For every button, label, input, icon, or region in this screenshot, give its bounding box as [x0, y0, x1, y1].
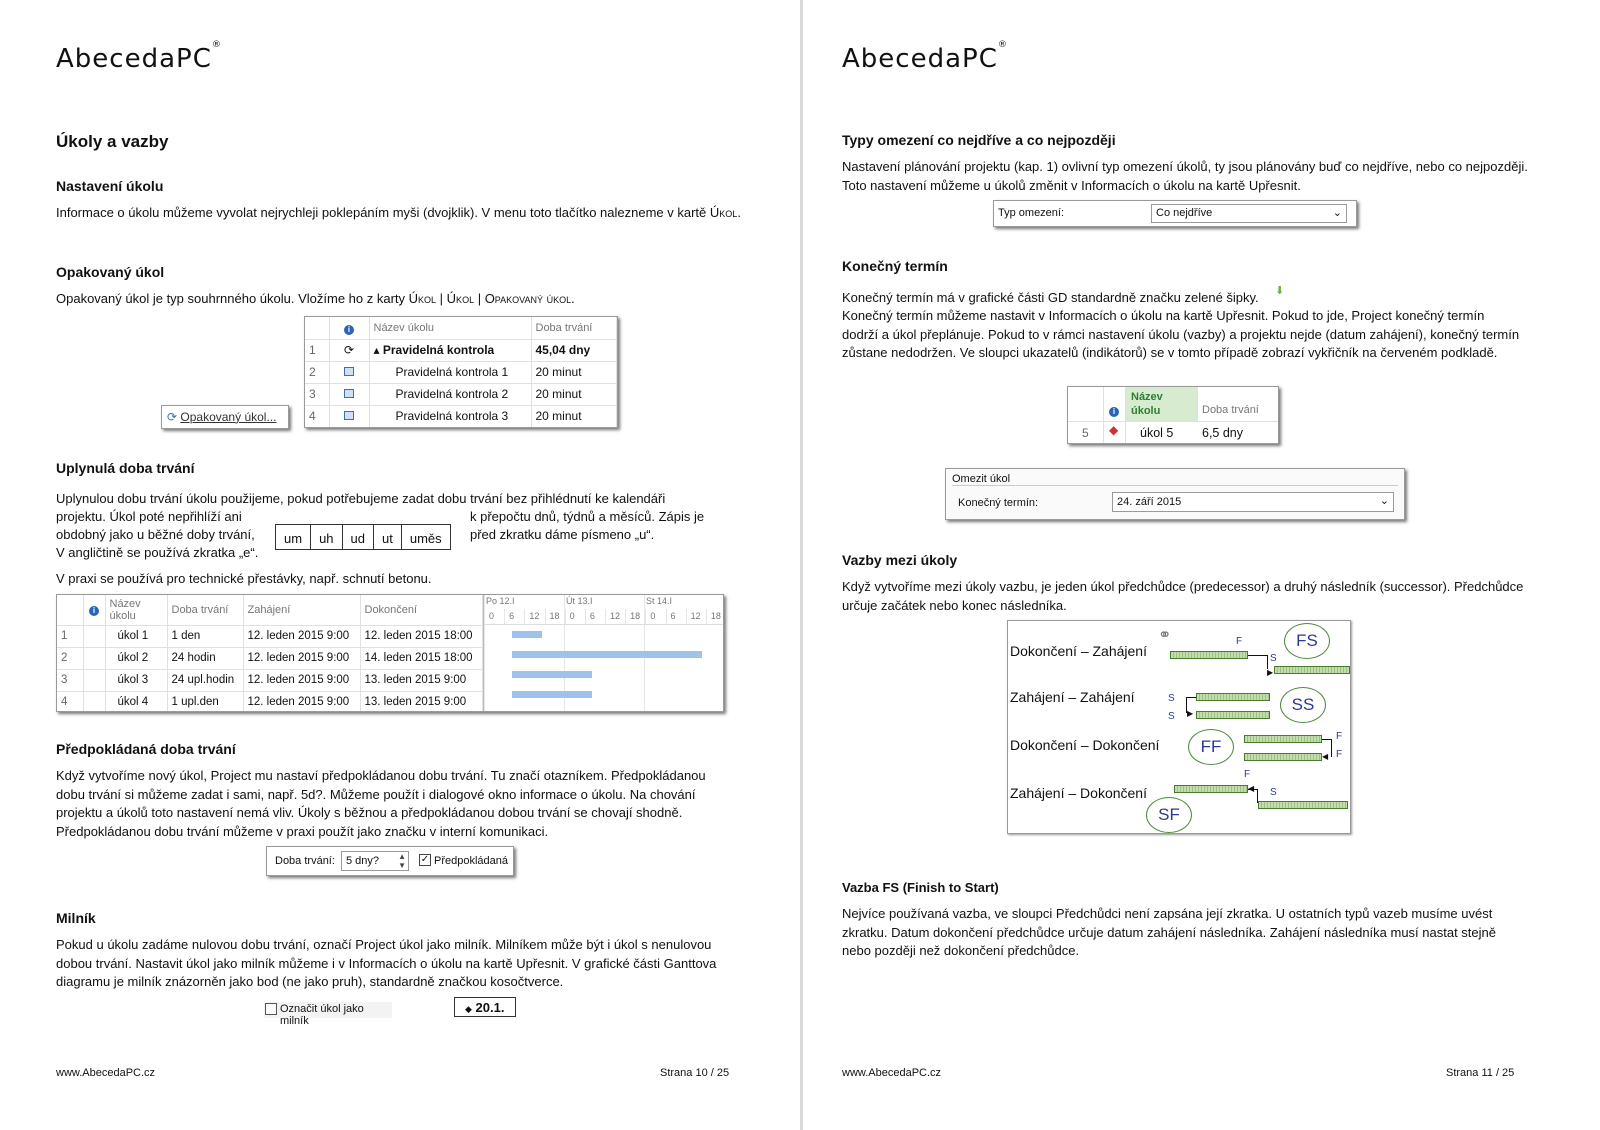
- paragraph-recurring-task: Opakovaný úkol je typ souhrnného úkolu. Vložíme ho z karty Úkol | Úkol | Opakovaný úkol.: [56, 291, 575, 306]
- warning-icon: ◆: [1109, 423, 1119, 437]
- hour-gridline: [645, 609, 646, 625]
- week-label: Út 13.I: [566, 596, 593, 606]
- stepper-icon[interactable]: ▲ ▼: [398, 852, 406, 870]
- col-task-name: Název úkolu: [369, 317, 531, 339]
- footer-page-number: Strana 10 / 25: [660, 1067, 730, 1079]
- gantt-hour-scale: [484, 609, 724, 625]
- table-row[interactable]: 1 úkol 1 1 den 12. leden 2015 9:00 12. leden 2015 18:00: [57, 625, 483, 647]
- deadline-date-picker[interactable]: 24. září 2015 ⌄: [1112, 492, 1394, 512]
- page-right: [803, 0, 1600, 1130]
- sf-successor-bar: [1174, 785, 1248, 793]
- estimated-checkbox[interactable]: ✓: [420, 854, 430, 865]
- paragraph-deadline-2: Konečný termín můžeme nastavit v Informacích o úkolu na kartě Upřesnit. Pokud to jde, Project konečný termín dodrží a úkol přeplánuje. Pokud to v rámci nastavení úkolu (vazby) a projektu nejde (datum zahájení), konečný termín zůstane nedodržen. Ve sloupci ukazatelů (indikátorů) se v tomto případě zobrazí vykřičník na červeném podkladě.: [842, 308, 1520, 360]
- sf-label: Zahájení – Dokončení: [1010, 785, 1147, 801]
- dependency-diagram: [1007, 620, 1351, 834]
- ss-successor-bar: [1196, 711, 1270, 719]
- unit-minutes: um: [276, 525, 311, 549]
- hour-tick-label: 18: [630, 611, 641, 621]
- paragraph-elapsed-3b: před zkratku dáme písmeno „u“.: [470, 527, 655, 542]
- constraint-type-select[interactable]: Co nejdříve ⌄: [1151, 204, 1347, 223]
- footer-url[interactable]: www.AbecedaPC.cz: [842, 1067, 942, 1079]
- chevron-down-icon: ⌄: [1379, 495, 1389, 507]
- heading-recurring-task: Opakovaný úkol: [56, 264, 165, 280]
- calendar-icon: [344, 389, 354, 398]
- hour-gridline: [565, 609, 566, 625]
- logo: AbecedaPC®: [842, 40, 1008, 74]
- info-icon: i: [344, 325, 354, 335]
- fs-predecessor-bar: [1170, 651, 1248, 659]
- week-label: St 14.I: [646, 596, 673, 606]
- ff-badge: FF: [1188, 729, 1234, 765]
- col-duration: Doba trvání: [167, 595, 243, 625]
- table-row[interactable]: 3 úkol 3 24 upl.hodin 12. leden 2015 9:00 13. leden 2015 9:00: [57, 669, 483, 691]
- heading-constraint-types: Typy omezení co nejdříve a co nejpozději: [842, 132, 1116, 148]
- recurring-task-table: [304, 316, 618, 428]
- paragraph-elapsed-5: V praxi se používá pro technické přestávky, např. schnutí betonu.: [56, 571, 432, 586]
- col-start: Zahájení: [243, 595, 360, 625]
- recurring-icon: ⟳: [167, 410, 178, 424]
- info-icon: i: [89, 606, 99, 616]
- chevron-down-icon: ⌄: [1332, 207, 1342, 219]
- deadline-label: Konečný termín:: [958, 497, 1039, 509]
- chain-link-icon: ⚭: [1158, 627, 1172, 644]
- recurring-task-button[interactable]: ⟳ Opakovaný úkol...: [167, 410, 277, 424]
- row-number: 5: [1082, 426, 1089, 440]
- paragraph-task-settings: Informace o úkolu můžeme vyvolat nejrychleji poklepáním myši (dvojklik). V menu toto tlačítko nalezneme v kartě Úkol.: [56, 205, 741, 220]
- paragraph-deadline-1: Konečný termín má v grafické části GD standardně značku zelené šipky.: [842, 290, 1259, 305]
- col-task-name: Název úkolu: [1131, 391, 1163, 417]
- deadline-table-screenshot: [1067, 386, 1279, 444]
- hour-gridline: [706, 609, 707, 625]
- constrain-task-group-label: Omezit úkol: [952, 473, 1011, 485]
- hour-gridline: [666, 609, 667, 625]
- hour-tick-label: 18: [710, 611, 721, 621]
- heading-deadline: Konečný termín: [842, 258, 948, 274]
- heading-task-links: Vazby mezi úkoly: [842, 552, 958, 568]
- milestone-checkbox-label: Označit úkol jako milník: [280, 1003, 364, 1027]
- hour-gridline: [686, 609, 687, 625]
- ss-badge: SS: [1280, 687, 1326, 723]
- gantt-screenshot: [56, 594, 724, 712]
- info-icon: i: [1109, 403, 1119, 417]
- paragraph-constraint-types: Nastavení plánování projektu (kap. 1) ovlivní typ omezení úkolů, ty jsou plánovány buď co nejdříve, nebo co nejpozději. Toto nastavení můžeme u úkolů změnit v Informacích o úkolu na kartě Upřesnit.: [842, 159, 1528, 193]
- paragraph-elapsed-2a: projektu. Úkol poté nepřihlíží ani: [56, 509, 242, 524]
- table-row[interactable]: 2 Pravidelná kontrola 1 20 minut: [305, 361, 617, 383]
- table-row[interactable]: 3 Pravidelná kontrola 2 20 minut: [305, 383, 617, 405]
- sf-predecessor-bar: [1258, 801, 1348, 809]
- estimated-checkbox-label: Předpokládaná: [434, 855, 509, 867]
- gantt-bar-3[interactable]: [512, 671, 592, 678]
- arrow-left-icon: ◀: [1248, 784, 1255, 793]
- gantt-bar-4[interactable]: [512, 691, 592, 698]
- hour-gridline: [605, 609, 606, 625]
- hour-tick-label: 0: [489, 611, 495, 621]
- page-title: Úkoly a vazby: [56, 132, 169, 151]
- start-marker: S: [1270, 787, 1277, 798]
- hour-tick-label: 0: [569, 611, 575, 621]
- hour-tick-label: 12: [690, 611, 701, 621]
- finish-marker: F: [1336, 731, 1343, 742]
- hour-gridline: [585, 609, 586, 625]
- calendar-icon: [344, 367, 354, 376]
- ff-predecessor-bar: [1244, 735, 1322, 743]
- constraint-type-screenshot: [993, 200, 1357, 227]
- table-row[interactable]: 4 Pravidelná kontrola 3 20 minut: [305, 405, 617, 427]
- deadline-field-screenshot: [945, 468, 1405, 520]
- paragraph-fs-link: Nejvíce používaná vazba, ve sloupci Předchůdci není zapsána její zkratka. U ostatních typů vazeb musíme uvést zkratku. Datum dokončení předchůdce určuje datum zahájení následníka. Zahájení následníka musí nastat stejně nebo později než dokončení předchůdce.: [842, 906, 1496, 958]
- ss-predecessor-bar: [1196, 693, 1270, 701]
- week-label: Po 12.I: [486, 596, 515, 606]
- elapsed-units-box: [275, 524, 451, 550]
- finish-marker: F: [1336, 749, 1343, 760]
- col-task-name: Název úkolu: [105, 595, 167, 625]
- heading-elapsed-duration: Uplynulá doba trvání: [56, 460, 195, 476]
- paragraph-elapsed-1: Uplynulou dobu trvání úkolu použijeme, pokud potřebujeme zadat dobu trvání bez přihlédnutí ke kalendáři: [56, 491, 666, 506]
- heading-task-settings: Nastavení úkolu: [56, 178, 164, 194]
- paragraph-elapsed-4a: V angličtině se používá zkratka „e“.: [56, 545, 259, 560]
- finish-marker: F: [1244, 769, 1251, 780]
- col-finish: Dokončení: [360, 595, 483, 625]
- start-marker: S: [1270, 653, 1277, 664]
- hour-tick-label: 18: [549, 611, 560, 621]
- ff-successor-bar: [1244, 753, 1322, 761]
- hour-gridline: [545, 609, 546, 625]
- table-row[interactable]: 2 úkol 2 24 hodin 12. leden 2015 9:00 14. leden 2015 18:00: [57, 647, 483, 669]
- table-row[interactable]: 1 ⟳ ▴ Pravidelná kontrola 45,04 dny: [305, 339, 617, 361]
- ss-label: Zahájení – Zahájení: [1010, 689, 1135, 705]
- ff-label: Dokončení – Dokončení: [1010, 737, 1160, 753]
- gantt-bar-2[interactable]: [512, 651, 702, 658]
- hour-tick-label: 6: [589, 611, 595, 621]
- start-marker: S: [1168, 693, 1175, 704]
- unit-weeks: ut: [374, 525, 402, 549]
- milestone-marker-box: ◆ 20.1.: [454, 997, 516, 1017]
- fs-successor-bar: [1274, 666, 1350, 674]
- recurring-task-button-screenshot: [161, 405, 289, 429]
- constraint-type-label: Typ omezení:: [998, 207, 1065, 219]
- start-marker: S: [1168, 711, 1175, 722]
- hour-tick-label: 6: [509, 611, 515, 621]
- gantt-bar-1[interactable]: [512, 631, 542, 638]
- col-duration: Doba trvání: [531, 317, 617, 339]
- footer-page-number: Strana 11 / 25: [1446, 1067, 1515, 1079]
- milestone-checkbox-row: [264, 1002, 392, 1027]
- diamond-icon: ◆: [465, 1004, 472, 1014]
- paragraph-task-links: Když vytvoříme mezi úkoly vazbu, je jeden úkol předchůdce (predecessor) a druhý následník (successor). Předchůdce určuje začátek nebo konec následníka.: [842, 579, 1524, 613]
- footer-url[interactable]: www.AbecedaPC.cz: [56, 1067, 156, 1079]
- green-arrow-icon: ⬇: [1275, 285, 1285, 297]
- duration-input[interactable]: 5 dny? ▲ ▼: [341, 851, 409, 871]
- hour-gridline: [504, 609, 505, 625]
- duration-field-label: Doba trvání:: [275, 855, 335, 867]
- hour-tick-label: 12: [610, 611, 621, 621]
- heading-milestone: Milník: [56, 910, 96, 926]
- arrow-left-icon: ◀: [1322, 752, 1329, 761]
- sf-badge: SF: [1146, 797, 1192, 833]
- unit-months: uměs: [409, 531, 442, 546]
- gantt-chart-area: [483, 595, 724, 712]
- recurring-icon: ⟳: [343, 343, 355, 357]
- finish-marker: F: [1236, 636, 1243, 647]
- heading-estimated-duration: Předpokládaná doba trvání: [56, 741, 236, 757]
- hour-gridline: [484, 609, 485, 625]
- unit-days: ud: [343, 525, 374, 549]
- hour-tick-label: 12: [529, 611, 540, 621]
- logo: AbecedaPC®: [56, 40, 222, 74]
- unit-hours: uh: [311, 525, 342, 549]
- paragraph-milestone: Pokud u úkolu zadáme nulovou dobu trvání, označí Project úkol jako milník. Milníkem může být i úkol s nenulovou dobou trvání. Nastavit úkol jako milník můžeme i v Informacích o úkolu na kartě Upřesnit. V grafické části Ganttova diagramu je milník znázorněn jako bod (ne jako pruh), standardně značkou kosočtverce.: [56, 937, 717, 989]
- hour-tick-label: 0: [650, 611, 656, 621]
- row-duration: 6,5 dny: [1202, 426, 1244, 440]
- hour-gridline: [524, 609, 525, 625]
- arrow-right-icon: ▶: [1187, 709, 1194, 718]
- row-task-name[interactable]: úkol 5: [1140, 426, 1174, 440]
- table-row[interactable]: 4 úkol 4 1 upl.den 12. leden 2015 9:00 13. leden 2015 9:00: [57, 691, 483, 712]
- paragraph-elapsed-2b: k přepočtu dnů, týdnů a měsíců. Zápis je: [470, 509, 705, 524]
- fs-badge: FS: [1284, 623, 1330, 659]
- arrow-right-icon: ▶: [1267, 668, 1274, 677]
- calendar-icon: [344, 411, 354, 420]
- hour-tick-label: 6: [670, 611, 676, 621]
- paragraph-elapsed-3a: obdobný jako u běžné doby trvání,: [56, 527, 255, 542]
- heading-fs-link: Vazba FS (Finish to Start): [842, 880, 999, 895]
- hour-gridline: [625, 609, 626, 625]
- estimated-duration-screenshot: [266, 846, 514, 876]
- col-duration: Doba trvání: [1202, 404, 1259, 416]
- paragraph-estimated-duration: Když vytvoříme nový úkol, Project mu nastaví předpokládanou dobu trvání. Tu značí otazníkem. Předpokládanou dobu trvání si můžeme zadat i sami, např. 5d?. Můžeme použít i dialogové okno informace o úkolu. Na chování projektu a úkolů toto nastavení nemá vliv. Úkoly s běžnou a předpokládanou dobou trvání se chovají shodně. Předpokládanou dobu trvání můžeme v praxi použít jako značku v interní komunikaci.: [56, 768, 706, 839]
- milestone-checkbox[interactable]: [265, 1003, 277, 1015]
- fs-label: Dokončení – Zahájení: [1010, 643, 1147, 659]
